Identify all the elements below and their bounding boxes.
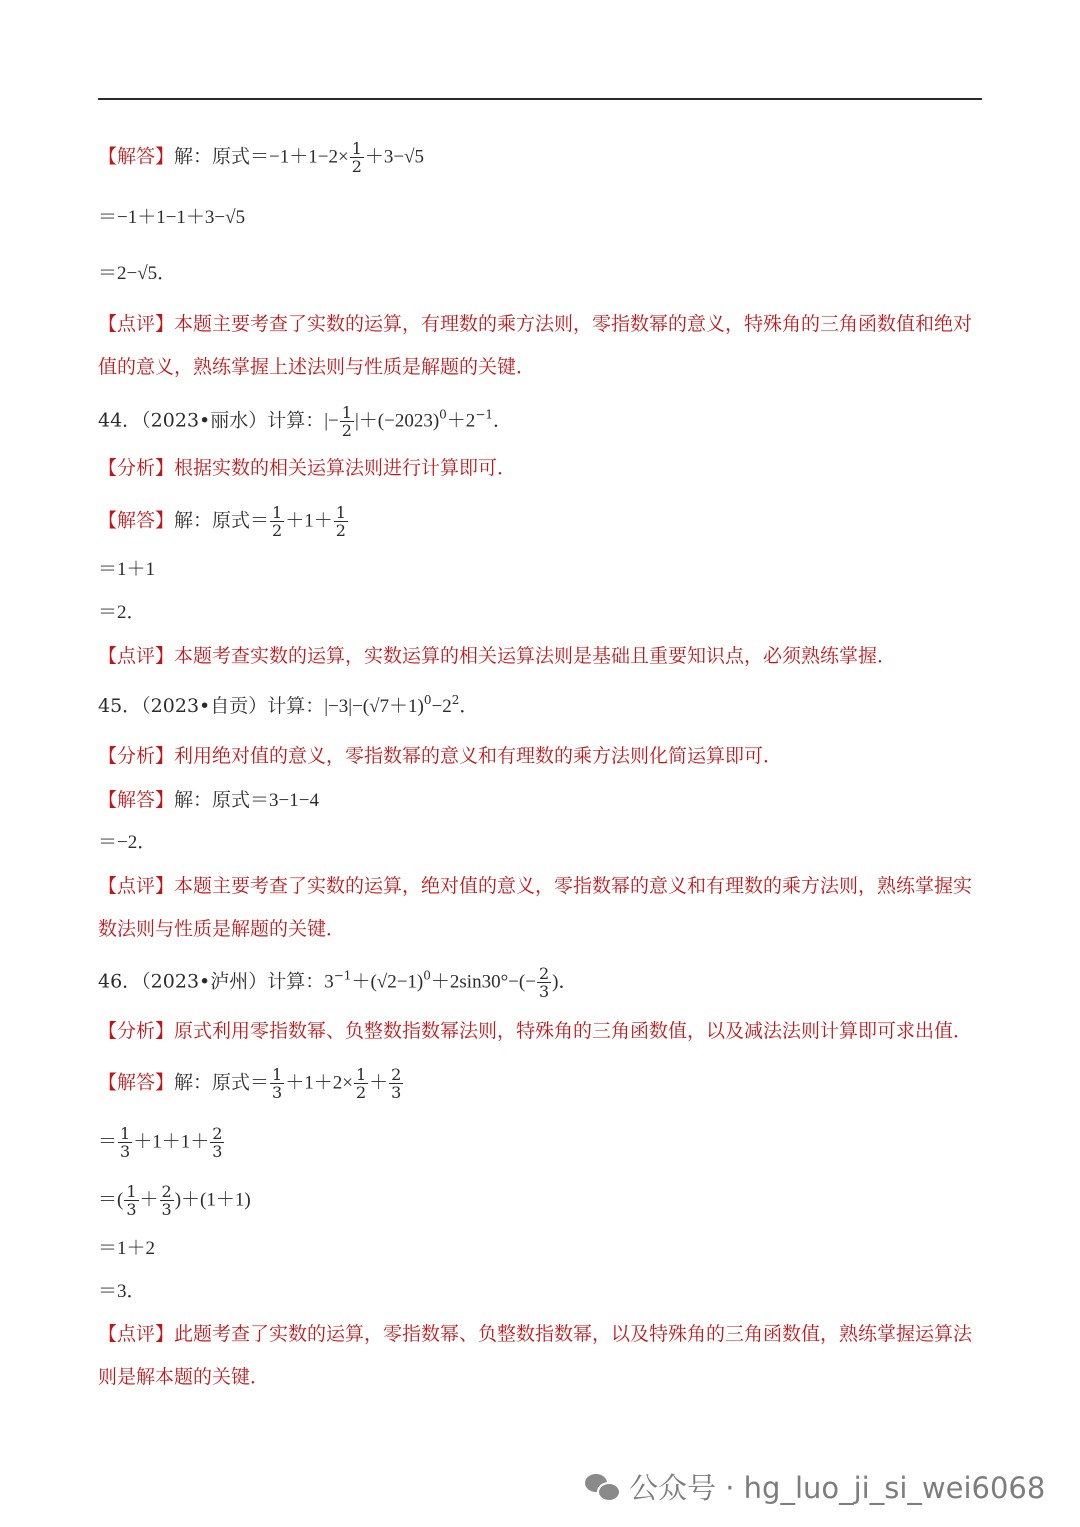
header-rule	[98, 98, 982, 100]
answer-tag: 【解答】	[98, 1071, 175, 1094]
comment-43-line-2: 值的意义，熟练掌握上述法则与性质是解题的关键．	[98, 356, 536, 378]
answer-43-line-1: 【解答】解：原式＝−1＋1−2× $\frac{1}{2}$ ＋3−√5	[98, 139, 425, 176]
answer-46-line-5: ＝3．	[98, 1281, 146, 1302]
answer-43-line-3: ＝2−√5．	[98, 263, 177, 284]
answer-44-line-2: ＝1＋1	[98, 559, 156, 580]
comment-tag: 【点评】	[98, 313, 175, 335]
problem-45: 45．（2023•自贡）计算：$|-3|-(√7+1)^0-2^2$．	[98, 693, 479, 717]
answer-44-line-3: ＝2．	[98, 602, 146, 623]
comment-tag: 【点评】	[98, 1323, 175, 1345]
fraction: $\frac{1}{2}$	[272, 503, 283, 540]
analysis-45: 【分析】利用绝对值的意义，零指数幂的意义和有理数的乘方法则化简运算即可．	[98, 745, 783, 767]
comment-tag: 【点评】	[98, 875, 175, 897]
fraction: $\frac{1}{2}$	[355, 1065, 367, 1102]
comment-45-line-2: 数法则与性质是解题的关键．	[98, 918, 346, 940]
answer-44-line-1: 【解答】解：原式＝ $\frac{1}{2}$ ＋1＋ $\frac{1}{2}$	[98, 503, 346, 540]
comment-tag: 【点评】	[98, 645, 175, 667]
answer-45-line-1: 【解答】解：原式＝3−1−4	[98, 789, 319, 811]
comment-45-line-1: 【点评】本题主要考查了实数的运算，绝对值的意义，零指数幂的意义和有理数的乘方法则，熟练掌握实	[98, 875, 973, 897]
fraction: $\frac{1}{2}$	[351, 139, 362, 176]
fraction: $\frac{1}{3}$	[272, 1065, 283, 1102]
fraction: $\frac{1}{2}$	[341, 403, 352, 440]
problem-46: 46．（2023•泸州）计算：$3^{-1}+(√2-1)^0+2\sin 30^\circ-(-$ $\frac{2}{3}$ )．	[98, 964, 578, 1001]
comment-44: 【点评】本题考查实数的运算，实数运算的相关运算法则是基础且重要知识点，必须熟练掌握．	[98, 645, 897, 667]
comment-46-line-2: 则是解本题的关键．	[98, 1366, 270, 1388]
fraction: $\frac{1}{3}$	[120, 1124, 131, 1161]
wechat-icon	[585, 1472, 619, 1502]
answer-46-line-4: ＝1＋2	[98, 1238, 156, 1259]
watermark-text: 公众号 · hg_luo_ji_si_wei6068	[629, 1471, 1046, 1505]
answer-tag: 【解答】	[98, 145, 175, 168]
answer-tag: 【解答】	[98, 509, 175, 532]
watermark	[585, 1466, 1045, 1507]
fraction: $\frac{2}{3}$	[538, 964, 550, 1001]
answer-45-line-2: ＝−2．	[98, 832, 157, 853]
comment-43-line-1: 【点评】本题主要考查了实数的运算，有理数的乘方法则，零指数幂的意义，特殊角的三角函数值和绝对	[98, 313, 973, 335]
comment-46-line-1: 【点评】此题考查了实数的运算，零指数幂、负整数指数幂，以及特殊角的三角函数值，熟练掌握运算法	[98, 1323, 973, 1345]
problem-44: 44．（2023•丽水）计算：|− $\frac{1}{2}$ $|+(-2023)^0+2^{-1}$．	[98, 403, 513, 440]
answer-tag: 【解答】	[98, 789, 175, 811]
answer-46-line-1: 【解答】解：原式＝ $\frac{1}{3}$ ＋1＋2× $\frac{1}{2}$ ＋ $\frac{2}{3}$	[98, 1065, 402, 1102]
fraction: $\frac{2}{3}$	[161, 1182, 172, 1219]
analysis-tag: 【分析】	[98, 745, 175, 767]
answer-46-line-2: ＝ $\frac{1}{3}$ ＋1＋1＋ $\frac{2}{3}$	[98, 1124, 223, 1161]
analysis-tag: 【分析】	[98, 457, 175, 479]
fraction: $\frac{2}{3}$	[391, 1065, 402, 1102]
analysis-tag: 【分析】	[98, 1020, 175, 1042]
analysis-46: 【分析】原式利用零指数幂、负整数指数幂法则，特殊角的三角函数值，以及减法法则计算即可求出值．	[98, 1020, 973, 1042]
fraction: $\frac{1}{3}$	[126, 1182, 137, 1219]
answer-46-line-3: ＝( $\frac{1}{3}$ ＋ $\frac{2}{3}$ )＋(1＋1)	[98, 1182, 251, 1219]
analysis-44: 【分析】根据实数的相关运算法则进行计算即可．	[98, 457, 517, 479]
fraction: $\frac{1}{2}$	[335, 503, 346, 540]
fraction: $\frac{2}{3}$	[212, 1124, 223, 1161]
answer-43-line-2: ＝−1＋1−1＋3−√5	[98, 207, 246, 228]
